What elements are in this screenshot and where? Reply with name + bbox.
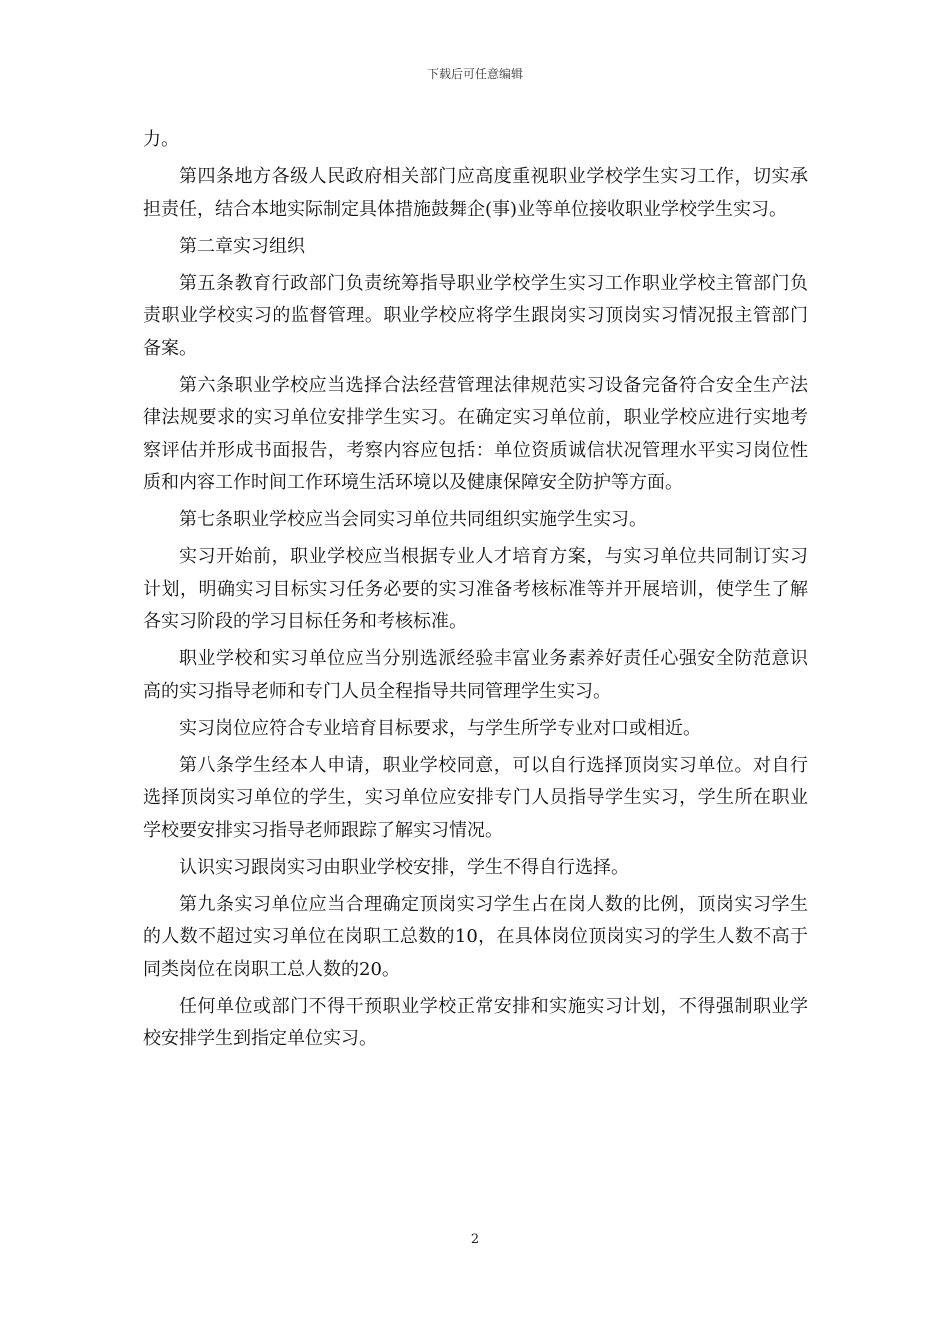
- document-body: [143, 124, 808, 1060]
- page-number: 2: [470, 1232, 480, 1247]
- paragraph: 第七条职业学校应当会同实习单位共同组织实施学生实习。: [179, 509, 647, 530]
- paragraph: 第九条实习单位应当合理确定顶岗实习学生占在岗人数的比例，顶岗实习学生的人数不超过实习单位在岗职工总数的10，在具体岗位顶岗实习的学生人数不高于同类岗位在岗职工总人数的20。: [143, 893, 808, 980]
- paragraph: 职业学校和实习单位应当分别选派经验丰富业务素养好责任心强安全防范意识高的实习指导老师和专门人员全程指导共同管理学生实习。: [143, 648, 808, 702]
- chapter-heading: 第二章实习组织: [179, 235, 305, 257]
- paragraph: 实习岗位应符合专业培育目标要求，与学生所学专业对口或相近。: [179, 717, 701, 739]
- paragraph: 任何单位或部门不得干预职业学校正常安排和实施实习计划，不得强制职业学校安排学生到指定单位实习。: [143, 995, 808, 1049]
- page-header: 下载后可任意编辑: [426, 67, 523, 81]
- paragraph: 认识实习跟岗实习由职业学校安排，学生不得自行选择。: [179, 856, 629, 878]
- paragraph: 力。: [143, 129, 179, 150]
- paragraph: 第五条教育行政部门负责统筹指导职业学校学生实习工作职业学校主管部门负责职业学校实习的监督管理。职业学校应将学生跟岗实习顶岗实习情况报主管部门备案。: [143, 272, 808, 359]
- paragraph: 第八条学生经本人申请，职业学校同意，可以自行选择顶岗实习单位。对自行选择顶岗实习单位的学生，实习单位应安排专门人员指导学生实习，学生所在职业学校要安排实习指导老师跟踪了解实习情况。: [143, 754, 808, 841]
- paragraph: 第四条地方各级人民政府相关部门应高度重视职业学校学生实习工作，切实承担责任，结合本地实际制定具体措施鼓舞企(事)业等单位接收职业学校学生实习。: [143, 166, 808, 220]
- paragraph: 第六条职业学校应当选择合法经营管理法律规范实习设备完备符合安全生产法律法规要求的实习单位安排学生实习。在确定实习单位前，职业学校应进行实地考察评估并形成书面报告，考察内容应包括：单位资质诚信状况管理水平实习岗位性质和内容工作时间工作环境生活环境以及健康保障安全防护等方面。: [143, 374, 808, 493]
- paragraph: 实习开始前，职业学校应当根据专业人才培育方案，与实习单位共同制订实习计划，明确实习目标实习任务必要的实习准备考核标准等并开展培训，使学生了解各实习阶段的学习目标任务和考核标准。: [143, 546, 808, 632]
